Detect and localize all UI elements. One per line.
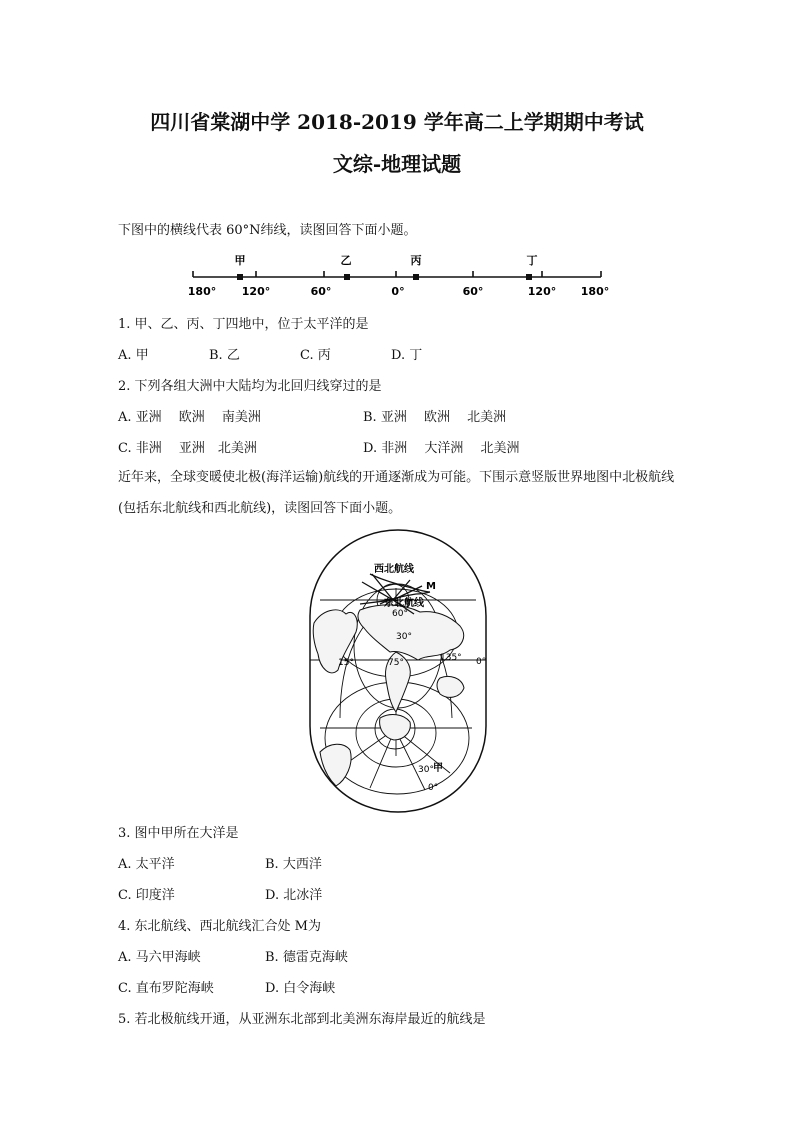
tick-label: 120° xyxy=(527,285,557,298)
question-4-stem: 4. 东北航线、西北航线汇合处 M为 xyxy=(118,919,321,934)
question-5-stem: 5. 若北极航线开通，从亚洲东北部到北美洲东海岸最近的航线是 xyxy=(118,1012,486,1027)
question-2-stem: 2. 下列各组大洲中大陆均为北回归线穿过的是 xyxy=(118,379,382,394)
lon-label: 75° xyxy=(388,658,404,668)
latitude-axis-figure xyxy=(180,250,620,300)
lon-label: 0° xyxy=(476,657,487,667)
point-label-ding: 丁 xyxy=(526,254,538,267)
tick-label: 180° xyxy=(580,285,610,298)
tick-label: 180° xyxy=(187,285,217,298)
arctic-route-map xyxy=(300,528,496,814)
question-1-stem: 1. 甲、乙、丙、丁四地中，位于太平洋的是 xyxy=(118,317,369,332)
point-ding-marker xyxy=(526,274,532,280)
q4-option-a[interactable]: A. 马六甲海峡 xyxy=(118,950,201,965)
lon-label: 135° xyxy=(440,653,462,663)
intro-text-1: 下图中的横线代表 60°N纬线，读图回答下面小题。 xyxy=(118,223,417,238)
northeast-route-label: 东北航线 xyxy=(384,598,424,609)
lat-label: 30° xyxy=(396,632,412,642)
exam-title: 四川省棠湖中学 2018-2019 学年高二上学期期中考试 xyxy=(150,110,644,134)
point-jia-marker xyxy=(237,274,243,280)
tick-label: 120° xyxy=(241,285,271,298)
point-label-yi: 乙 xyxy=(340,254,352,267)
lat-label: 30° xyxy=(418,765,434,775)
q2-option-a[interactable]: A. 亚洲 欧洲 南美洲 xyxy=(118,410,261,425)
q1-option-d[interactable]: D. 丁 xyxy=(391,348,423,363)
q3-option-a[interactable]: A. 太平洋 xyxy=(118,857,175,872)
q2-option-b[interactable]: B. 亚洲 欧洲 北美洲 xyxy=(363,410,507,425)
q3-option-b[interactable]: B. 大西洋 xyxy=(265,857,322,872)
q2-option-d[interactable]: D. 非洲 大洋洲 北美洲 xyxy=(363,441,520,456)
q1-option-c[interactable]: C. 丙 xyxy=(300,348,331,363)
q4-option-b[interactable]: B. 德雷克海峡 xyxy=(265,950,348,965)
tick-label: 60° xyxy=(462,285,484,298)
q4-option-d[interactable]: D. 白令海峡 xyxy=(265,981,336,996)
q1-option-b[interactable]: B. 乙 xyxy=(209,348,240,363)
point-jia-label: 甲 xyxy=(433,763,443,774)
q1-option-a[interactable]: A. 甲 xyxy=(118,348,149,363)
lat-label: 60° xyxy=(392,609,408,619)
strait-m-label: M xyxy=(426,581,436,592)
intro-text-2: 近年来，全球变暖使北极(海洋运输)航线的开通逐渐成为可能。下围示意竖版世界地图中北极航线(包括东北航线和西北航线)，读图回答下面小题。 xyxy=(118,470,675,516)
tick-label: 60° xyxy=(310,285,332,298)
lon-label: 0° xyxy=(428,783,439,793)
northwest-route-label: 西北航线 xyxy=(374,564,414,575)
q3-option-d[interactable]: D. 北冰洋 xyxy=(265,888,323,903)
point-label-bing: 丙 xyxy=(410,254,422,267)
q2-option-c[interactable]: C. 非洲 亚洲 北美洲 xyxy=(118,441,257,456)
exam-subtitle: 文综-地理试题 xyxy=(332,152,462,176)
tick-label: 0° xyxy=(391,285,405,298)
point-yi-marker xyxy=(344,274,350,280)
question-3-stem: 3. 图中甲所在大洋是 xyxy=(118,826,239,841)
point-bing-marker xyxy=(413,274,419,280)
q4-option-c[interactable]: C. 直布罗陀海峡 xyxy=(118,981,214,996)
point-label-jia: 甲 xyxy=(234,254,246,267)
q3-option-c[interactable]: C. 印度洋 xyxy=(118,888,175,903)
lon-label: 15° xyxy=(338,658,354,668)
